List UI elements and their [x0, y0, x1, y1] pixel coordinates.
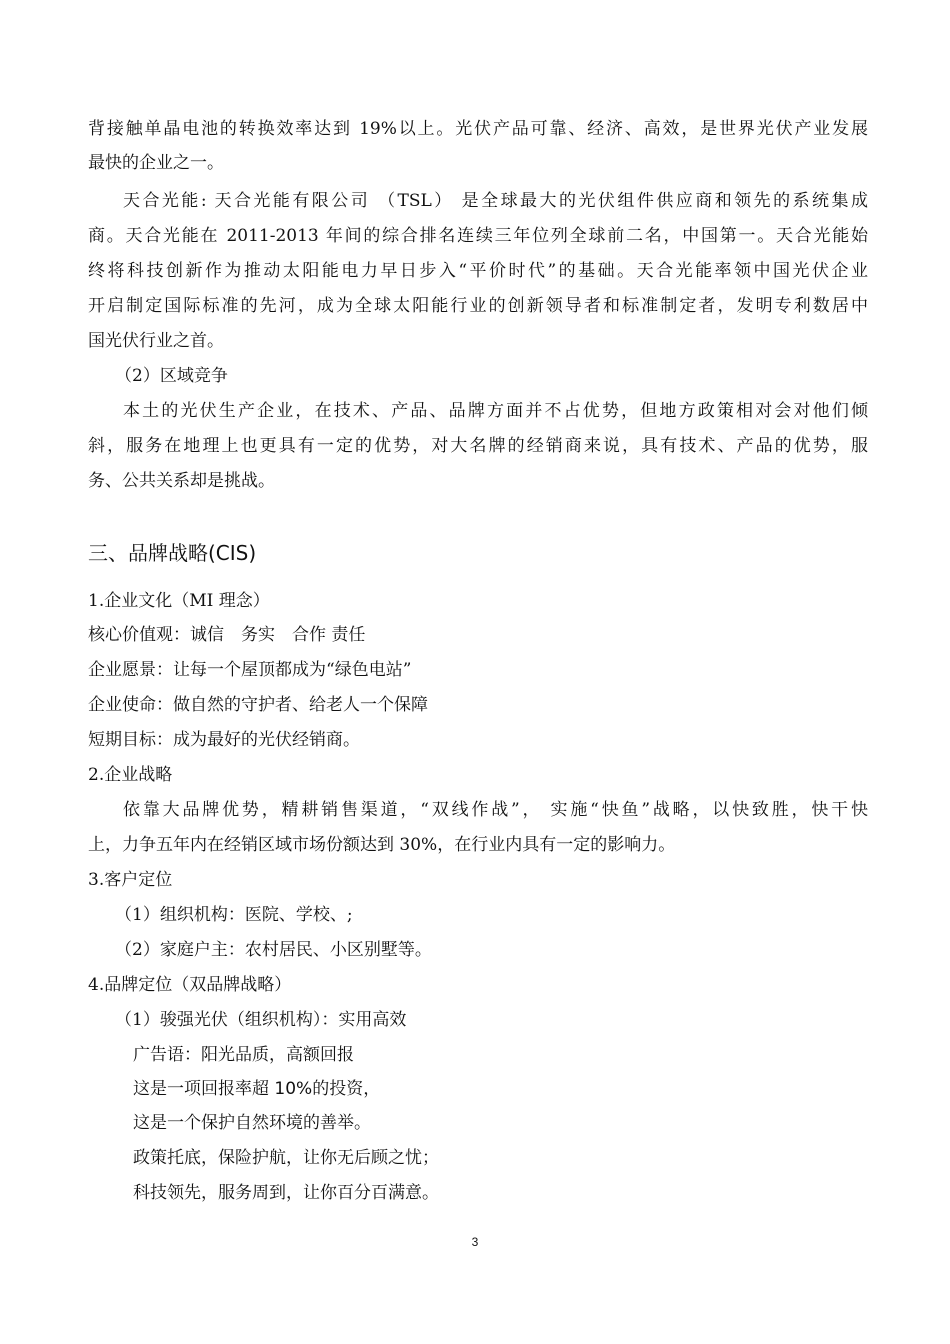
core-values-line: 核心价值观：诚信 务实 合作 责任 — [88, 625, 366, 645]
item-heading-corporate-culture: 1.企业文化（MI 理念） — [88, 591, 270, 611]
customer-item: （1）组织机构：医院、学校、; — [115, 905, 353, 925]
slogan-line: 广告语：阳光品质，高额回报 — [133, 1045, 354, 1065]
paragraph-line: 依靠大品牌优势，精耕销售渠道，“双线作战”， 实施“快鱼”战略，以快致胜，快干快 — [123, 800, 868, 820]
paragraph-line: 本土的光伏生产企业，在技术、产品、品牌方面并不占优势，但地方政策相对会对他们倾 — [123, 401, 868, 421]
slogan-line: 这是一项回报率超 10%的投资， — [133, 1079, 381, 1099]
paragraph-line: 斜，服务在地理上也更具有一定的优势，对大名牌的经销商来说，具有技术、产品的优势，服 — [88, 436, 868, 456]
section-heading: 三、品牌战略(CIS) — [88, 541, 257, 565]
paragraph-line: 务、公共关系却是挑战。 — [88, 471, 275, 491]
item-heading-corporate-strategy: 2.企业战略 — [88, 765, 173, 785]
paragraph-line: 最快的企业之一。 — [88, 153, 224, 173]
paragraph-line: 背接触单晶电池的转换效率达到 19%以上。光伏产品可靠、经济、高效，是世界光伏产业发展 — [88, 119, 868, 139]
customer-item: （2）家庭户主：农村居民、小区别墅等。 — [115, 940, 432, 960]
paragraph-line: 国光伏行业之首。 — [88, 331, 224, 351]
page-number: 3 — [471, 1235, 479, 1249]
slogan-line: 这是一个保护自然环境的善举。 — [133, 1113, 371, 1133]
slogan-line: 政策托底，保险护航，让你无后顾之忧； — [133, 1148, 439, 1168]
paragraph-line: 开启制定国际标准的先河，成为全球太阳能行业的创新领导者和标准制定者，发明专利数居中 — [88, 296, 868, 316]
mission-line: 企业使命：做自然的守护者、给老人一个保障 — [88, 695, 428, 715]
paragraph-line: 商。天合光能在 2011-2013 年间的综合排名连续三年位列全球前二名，中国第一。天合光能始 — [88, 226, 868, 246]
slogan-line: 科技领先，服务周到，让你百分百满意。 — [133, 1183, 439, 1203]
paragraph-line: 终将科技创新作为推动太阳能电力早日步入“平价时代”的基础。天合光能率领中国光伏企业 — [88, 261, 868, 281]
brand-item: （1）骏强光伏（组织机构）：实用高效 — [115, 1010, 407, 1030]
paragraph-line: 天合光能: 天合光能有限公司 （TSL） 是全球最大的光伏组件供应商和领先的系统集成 — [123, 191, 868, 211]
item-heading-customer-positioning: 3.客户定位 — [88, 870, 173, 890]
vision-line: 企业愿景：让每一个屋顶都成为“绿色电站” — [88, 660, 412, 680]
paragraph-line: 上，力争五年内在经销区域市场份额达到 30%，在行业内具有一定的影响力。 — [88, 835, 676, 855]
short-term-goal-line: 短期目标：成为最好的光伏经销商。 — [88, 730, 360, 750]
item-heading-brand-positioning: 4.品牌定位（双品牌战略） — [88, 975, 292, 995]
subheading-regional-competition: （2）区域竞争 — [115, 366, 228, 386]
